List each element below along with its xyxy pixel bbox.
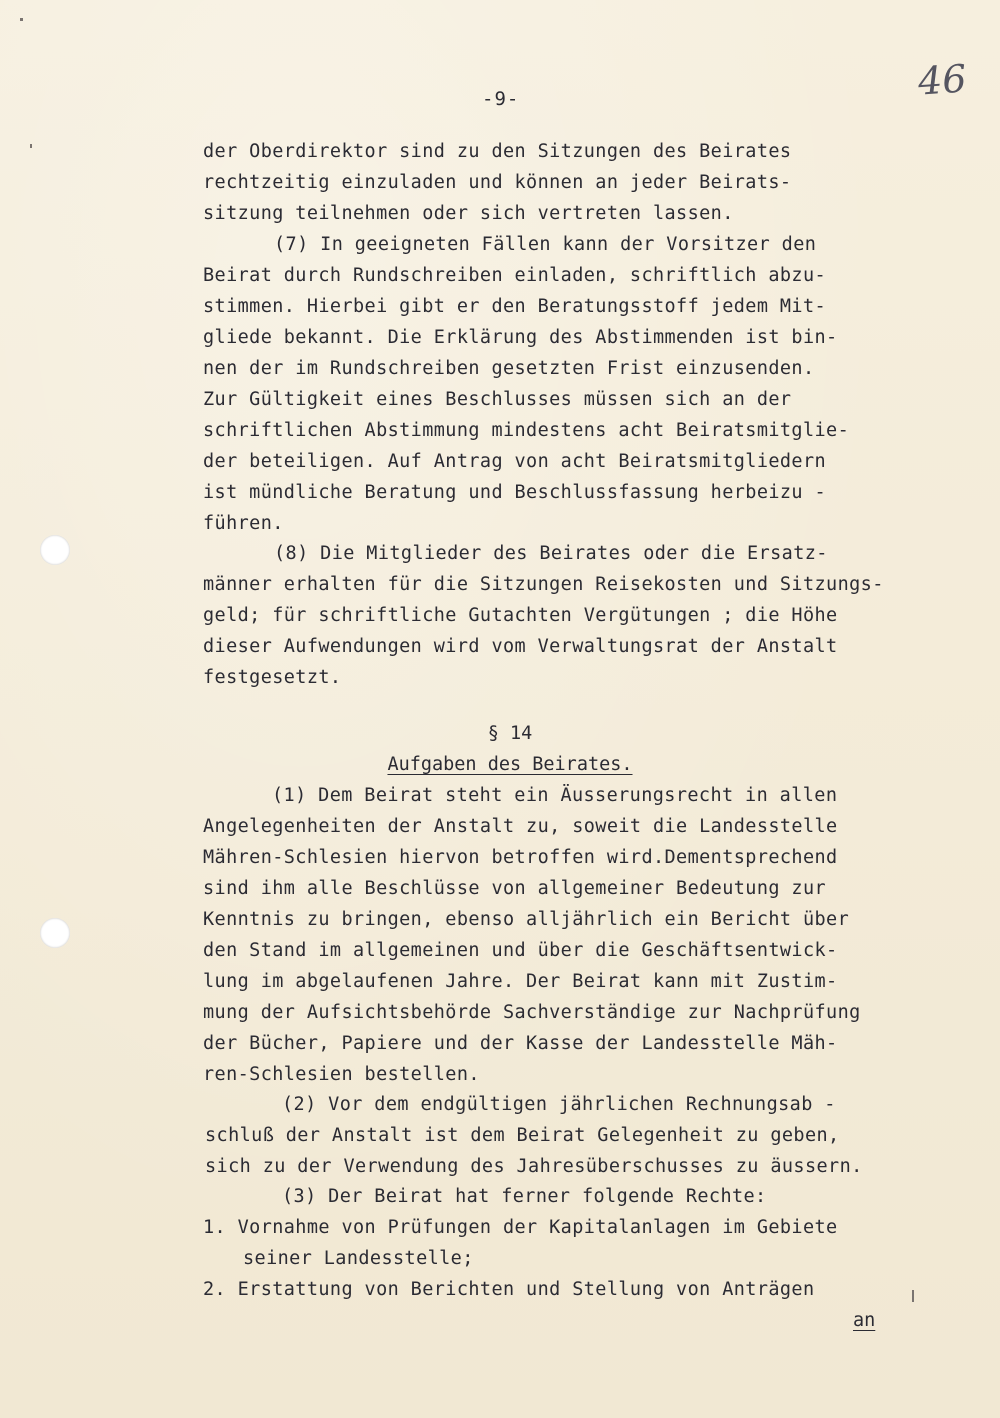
list-item: 2. Erstattung von Berichten und Stellung von Anträgen xyxy=(203,1279,815,1300)
text-line: Angelegenheiten der Anstalt zu, soweit die Landesstelle xyxy=(203,816,838,837)
text-line: rechtzeitig einzuladen und können an jeder Beirats- xyxy=(203,172,792,193)
text-line: gliede bekannt. Die Erklärung des Abstimmenden ist bin- xyxy=(203,327,838,348)
text-line: der Bücher, Papiere und der Kasse der Landesstelle Mäh- xyxy=(203,1033,838,1054)
text-line: Zur Gültigkeit eines Beschlusses müssen sich an der xyxy=(203,389,792,410)
text-line: führen. xyxy=(203,513,284,534)
continuation-word: an xyxy=(853,1310,876,1331)
text-line: (1) Dem Beirat steht ein Äusserungsrecht in allen xyxy=(272,785,838,806)
text-line: (8) Die Mitglieder des Beirates oder die Ersatz- xyxy=(274,543,828,564)
text-line: schriftlichen Abstimmung mindestens acht Beiratsmitglie- xyxy=(203,420,850,441)
text-line: Beirat durch Rundschreiben einladen, schriftlich abzu- xyxy=(203,265,827,286)
text-line: seiner Landesstelle; xyxy=(243,1248,474,1269)
text-line: sind ihm alle Beschlüsse von allgemeiner Bedeutung zur xyxy=(203,878,827,899)
text-line: Mähren-Schlesien hiervon betroffen wird.Dementsprechend xyxy=(203,847,838,868)
section-title: Aufgaben des Beirates. xyxy=(387,754,633,775)
text-line: dieser Aufwendungen wird vom Verwaltungsrat der Anstalt xyxy=(203,636,838,657)
text-line: (7) In geeigneten Fällen kann der Vorsitzer den xyxy=(274,234,817,255)
page-number: -9- xyxy=(482,88,520,110)
text-line: den Stand im allgemeinen und über die Geschäftsentwick- xyxy=(203,940,838,961)
margin-mark xyxy=(912,1290,914,1302)
text-line: ren-Schlesien bestellen. xyxy=(203,1064,480,1085)
text-line: Kenntnis zu bringen, ebenso alljährlich ein Bericht über xyxy=(203,909,850,930)
text-line: stimmen. Hierbei gibt er den Beratungsstoff jedem Mit- xyxy=(203,296,827,317)
text-line: schluß der Anstalt ist dem Beirat Gelegenheit zu geben, xyxy=(205,1125,840,1146)
text-line: männer erhalten für die Sitzungen Reisekosten und Sitzungs- xyxy=(203,574,884,595)
text-line: geld; für schriftliche Gutachten Vergütungen ; die Höhe xyxy=(203,605,838,626)
section-number: § 14 xyxy=(487,723,533,744)
text-line: nen der im Rundschreiben gesetzten Frist einzusenden. xyxy=(203,358,815,379)
text-line: festgesetzt. xyxy=(203,667,342,688)
text-line: (2) Vor dem endgültigen jährlichen Rechnungsab - xyxy=(282,1094,836,1115)
text-line: ist mündliche Beratung und Beschlussfassung herbeizu - xyxy=(203,482,827,503)
list-item: 1. Vornahme von Prüfungen der Kapitalanlagen im Gebiete xyxy=(203,1217,838,1238)
text-line: (3) Der Beirat hat ferner folgende Rechte: xyxy=(282,1186,767,1207)
text-line: sitzung teilnehmen oder sich vertreten lassen. xyxy=(203,203,734,224)
handwritten-folio-number: 46 xyxy=(916,56,968,104)
text-line: der Oberdirektor sind zu den Sitzungen des Beirates xyxy=(203,141,792,162)
text-line: mung der Aufsichtsbehörde Sachverständige zur Nachprüfung xyxy=(203,1002,861,1023)
margin-mark xyxy=(30,144,32,148)
punch-hole-bottom xyxy=(40,918,70,948)
text-line: sich zu der Verwendung des Jahresüberschusses zu äussern. xyxy=(205,1156,863,1177)
punch-hole-top xyxy=(40,535,70,565)
text-line: der beteiligen. Auf Antrag von acht Beiratsmitgliedern xyxy=(203,451,827,472)
text-line: lung im abgelaufenen Jahre. Der Beirat kann mit Zustim- xyxy=(203,971,838,992)
margin-mark xyxy=(20,18,23,21)
